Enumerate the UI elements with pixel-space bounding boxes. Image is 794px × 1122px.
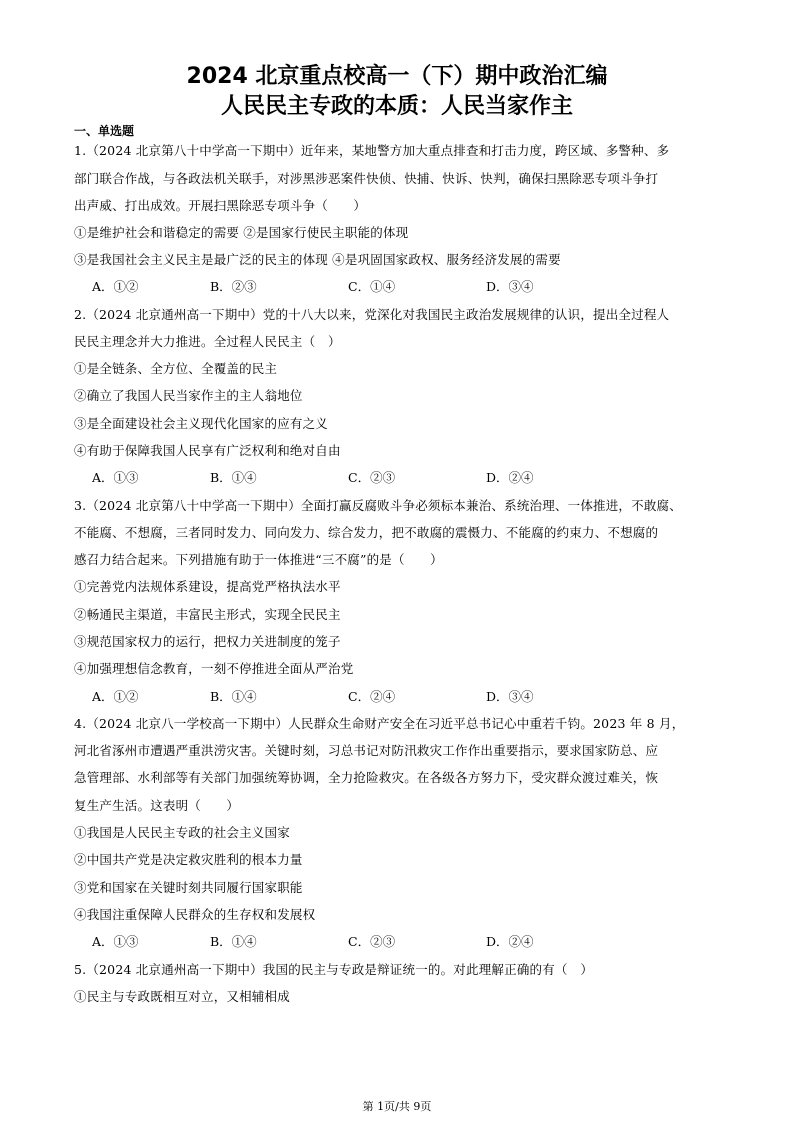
option-b: B．①④ [210,470,257,485]
option-c: C．②③ [348,470,396,485]
option-d: D．②④ [486,470,534,485]
question-line: ①我国是人民民主专政的社会主义国家 [74,825,290,840]
question-line: 急管理部、水利部等有关部门加强统筹协调，全力抢险救灾。在各级各方努力下，受灾群众渡过难关，恢 [74,770,659,785]
question-line: 感召力结合起来。下列措施有助于一体推进“三不腐”的是（ ） [74,552,443,567]
question-line: 5.（2024 北京通州高一下期中）我国的民主与专政是辩证统一的。对此理解正确的有（ ） [74,962,594,977]
question-line: 不能腐、不想腐，三者同时发力、同向发力、综合发力，把不敢腐的震慑力、不能腐的约束力、不想腐的 [74,525,659,540]
section-heading: 一、单选题 [74,124,135,138]
option-b: B．①④ [210,689,257,704]
question-line: 2.（2024 北京通州高一下期中）党的十八大以来，党深化对我国民主政治发展规律的认识，提出全过程人 [74,307,670,322]
question-line: 1.（2024 北京第八十中学高一下期中）近年来，某地警方加大重点排查和打击力度，跨区域、多警种、多 [74,143,670,158]
question-line: ①民主与专政既相互对立，又相辅相成 [74,989,290,1004]
option-d: D．③④ [486,279,534,294]
option-a: A．①② [92,689,139,704]
option-c: C．②③ [348,934,396,949]
question-line: ③是全面建设社会主义现代化国家的应有之义 [74,416,329,431]
document-subtitle: 人民民主专政的本质：人民当家作主 [220,94,573,119]
question-line: ④我国注重保障人民群众的生存权和发展权 [74,907,316,922]
option-a: A．①③ [92,470,139,485]
question-line: ④加强理想信念教育，一刻不停推进全面从严治党 [74,661,354,676]
question-line: ②畅通民主渠道，丰富民主形式，实现全民民主 [74,607,341,622]
question-line: ①完善党内法规体系建设，提高党严格执法水平 [74,579,341,594]
option-a: A．①② [92,279,139,294]
option-b: B．①④ [210,934,257,949]
question-line: 部门联合作战，与各政法机关联手，对涉黑涉恶案件快侦、快捕、快诉、快判，确保扫黑除恶专项斗争打 [74,171,659,186]
option-b: B．②③ [210,279,257,294]
question-line: ③是我国社会主义民主是最广泛的民主的体现 ④是巩固国家政权、服务经济发展的需要 [74,252,561,267]
option-c: C．②④ [348,689,396,704]
option-d: D．③④ [486,689,534,704]
question-line: ②确立了我国人民当家作主的主人翁地位 [74,388,303,403]
page-number: 第 1页/共 9页 [362,1100,432,1113]
question-line: ①是全链条、全方位、全覆盖的民主 [74,361,278,376]
option-a: A．①③ [92,934,139,949]
question-line: ③党和国家在关键时刻共同履行国家职能 [74,880,303,895]
question-line: ③规范国家权力的运行，把权力关进制度的笼子 [74,634,341,649]
question-line: 民民主理念并大力推进。全过程人民民主（ ） [74,334,341,349]
question-line: 4.（2024 北京八一学校高一下期中）人民群众生命财产安全在习近平总书记心中重若千钧。2023 年 8 月， [74,716,685,731]
question-line: ①是维护社会和谐稳定的需要 ②是国家行使民主职能的体现 [74,225,409,240]
option-d: D．②④ [486,934,534,949]
document-title: 2024 北京重点校高一（下）期中政治汇编 [186,64,608,89]
question-line: 河北省涿州市遭遇严重洪涝灾害。关键时刻，习总书记对防汛救灾工作作出重要指示，要求国家防总、应 [74,743,659,758]
question-line: 复生产生活。这表明（ ） [74,798,240,813]
question-line: ②中国共产党是决定救灾胜利的根本力量 [74,852,303,867]
question-line: 3.（2024 北京第八十中学高一下期中）全面打赢反腐败斗争必须标本兼治、系统治理、一体推进，不敢腐、 [74,498,682,513]
question-line: 出声威、打出成效。开展扫黑除恶专项斗争（ ） [74,198,367,213]
question-line: ④有助于保障我国人民享有广泛权利和绝对自由 [74,443,341,458]
option-c: C．①④ [348,279,396,294]
